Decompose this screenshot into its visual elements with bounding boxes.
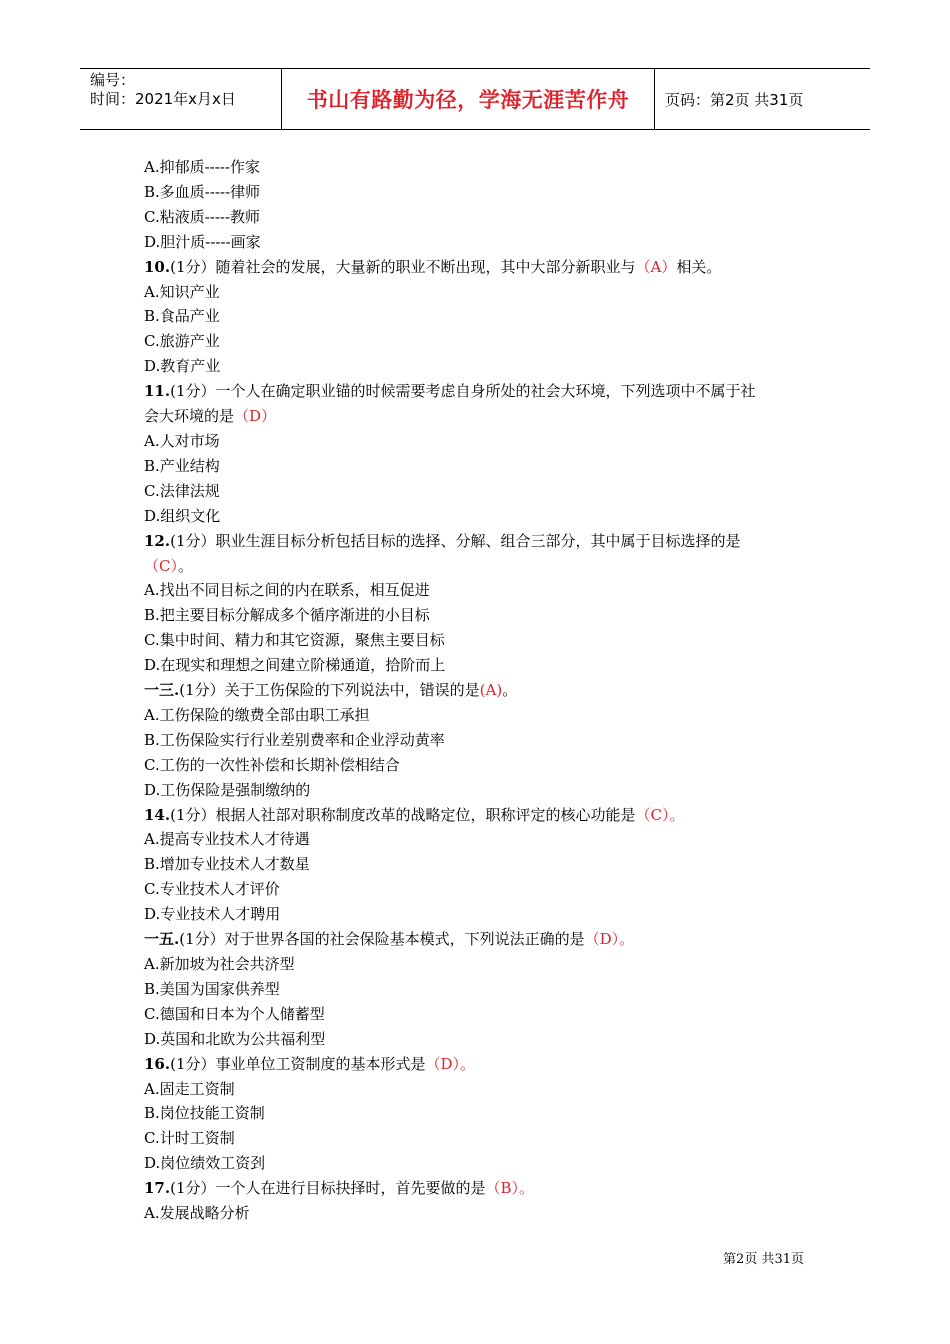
answer-option: D.专业技术人才聘用	[144, 905, 281, 924]
answer-option: B.把主要目标分解成多个循序渐进的小目标	[144, 606, 430, 625]
answer-key: （D）。	[425, 1054, 476, 1073]
answer-option: C.法律法规	[144, 481, 220, 500]
question-line	[144, 927, 824, 952]
question-line	[144, 255, 824, 280]
answer-option: D.岗位绩效工资刭	[144, 1154, 266, 1173]
answer-key: （D）。	[584, 930, 635, 949]
answer-option: C.计时工资制	[144, 1129, 235, 1148]
question-number: 14.	[144, 805, 171, 824]
answer-option: C.德国和日本为个人储蓄型	[144, 1004, 325, 1023]
question-number: 一三.	[144, 681, 180, 700]
answer-option: A.固走工资制	[144, 1079, 235, 1098]
answer-option: D.在现实和理想之间建立阶梯通道，拾阶而上	[144, 656, 446, 675]
question-line	[144, 1176, 824, 1201]
answer-option: A.知识产业	[144, 282, 220, 301]
question-text: 会大环境的是	[144, 407, 235, 426]
question-number: 17.	[144, 1179, 171, 1198]
question-number: 10.	[144, 257, 171, 276]
question-line	[144, 529, 824, 554]
answer-option: B.多血质-----律师	[144, 182, 261, 201]
question-text: 。	[177, 556, 193, 575]
answer-key: （D）	[234, 407, 277, 426]
answer-option: A.新加坡为社会共济型	[144, 955, 295, 973]
answer-option: A.抑郁质-----作家	[144, 158, 260, 176]
question-line	[144, 404, 824, 429]
page-header	[80, 68, 870, 130]
answer-option: B.产业结构	[144, 456, 220, 475]
answer-option: A.工伤保险的缴费全部由职工承担	[144, 705, 370, 724]
answer-option: C.工伤的一次性补偿和长期补偿相结合	[144, 755, 400, 774]
answer-option: C.旅游产业	[144, 332, 220, 351]
question-line	[144, 554, 824, 579]
answer-key: (A)	[479, 681, 503, 700]
header-page-cell	[655, 69, 870, 129]
answer-option: D.组织文化	[144, 506, 221, 525]
question-text: 。	[502, 681, 518, 700]
question-number: 16.	[144, 1054, 171, 1073]
answer-option: C.集中时间、精力和其它资源，聚焦主要目标	[144, 631, 445, 650]
answer-option: B.食品产业	[144, 307, 220, 326]
document-number-label: 编号：	[90, 71, 136, 89]
answer-option: B.美国为国家供养型	[144, 979, 280, 998]
answer-key: （C）。	[635, 805, 685, 824]
header-meta	[80, 69, 282, 129]
question-number: 12.	[144, 531, 171, 550]
question-text: (1分）职业生涯目标分析包括目标的选择、分解、组合三部分，其中属于目标选择的是	[170, 531, 741, 550]
question-text: (1分）对于世界各国的社会保险基本模式，下列说法正确的是	[179, 930, 585, 949]
question-line	[144, 1052, 824, 1077]
question-number: 11.	[144, 382, 171, 401]
question-number: 一五.	[144, 930, 180, 949]
answer-key: （B）。	[485, 1179, 535, 1198]
answer-option: D.英国和北欧为公共福利型	[144, 1029, 326, 1048]
question-line	[144, 803, 824, 828]
answer-option: C.专业技术人才评价	[144, 880, 280, 899]
answer-key: （C）	[144, 556, 178, 575]
date-label: 时间：2021年x月x日	[90, 90, 236, 108]
answer-option: A.人对市场	[144, 431, 220, 450]
answer-option: B.工伤保险实行行业差别费率和企业浮动黄率	[144, 730, 445, 749]
motto-text: 书山有路勤为径，学海无涯苦作舟	[306, 88, 630, 112]
question-list	[144, 155, 824, 1226]
question-text: (1分）一个人在进行目标抉择时，首先要做的是	[170, 1179, 486, 1198]
question-text: (1分）关于工伤保险的下列说法中，错误的是	[179, 681, 480, 700]
answer-option: A.提高专业技术人才待遇	[144, 830, 310, 849]
question-text: 相关。	[676, 257, 722, 276]
answer-key: （A）	[635, 257, 677, 276]
answer-option: B.增加专业技术人才数星	[144, 855, 310, 874]
answer-option: D.胆汁质-----画家	[144, 232, 261, 251]
answer-option: A.找出不同目标之间的内在联系，相互促进	[144, 581, 430, 600]
question-line	[144, 379, 824, 404]
question-line	[144, 678, 824, 703]
answer-option: D.教育产业	[144, 357, 221, 376]
answer-option: A.发展战略分析	[144, 1204, 250, 1223]
page-number-label: 页码：第2页 共31页	[665, 90, 804, 109]
question-text: (1分）事业单位工资制度的基本形式是	[170, 1054, 426, 1073]
question-text: (1分）一个人在确定职业锚的时候需要考虑自身所处的社会大环境，下列选项中不属于社	[170, 382, 756, 401]
answer-option: D.工伤保险是强制缴纳的	[144, 780, 311, 799]
answer-option: B.岗位技能工资制	[144, 1104, 265, 1123]
page-footer: 第2页 共31页	[723, 1252, 804, 1267]
question-text: (1分）随着社会的发展，大量新的职业不断出现，其中大部分新职业与	[170, 257, 636, 276]
answer-option: C.粘液质-----教师	[144, 207, 261, 226]
header-motto-cell	[282, 69, 655, 129]
question-text: (1分）根据人社部对职称制度改革的战略定位，职称评定的核心功能是	[170, 805, 636, 824]
